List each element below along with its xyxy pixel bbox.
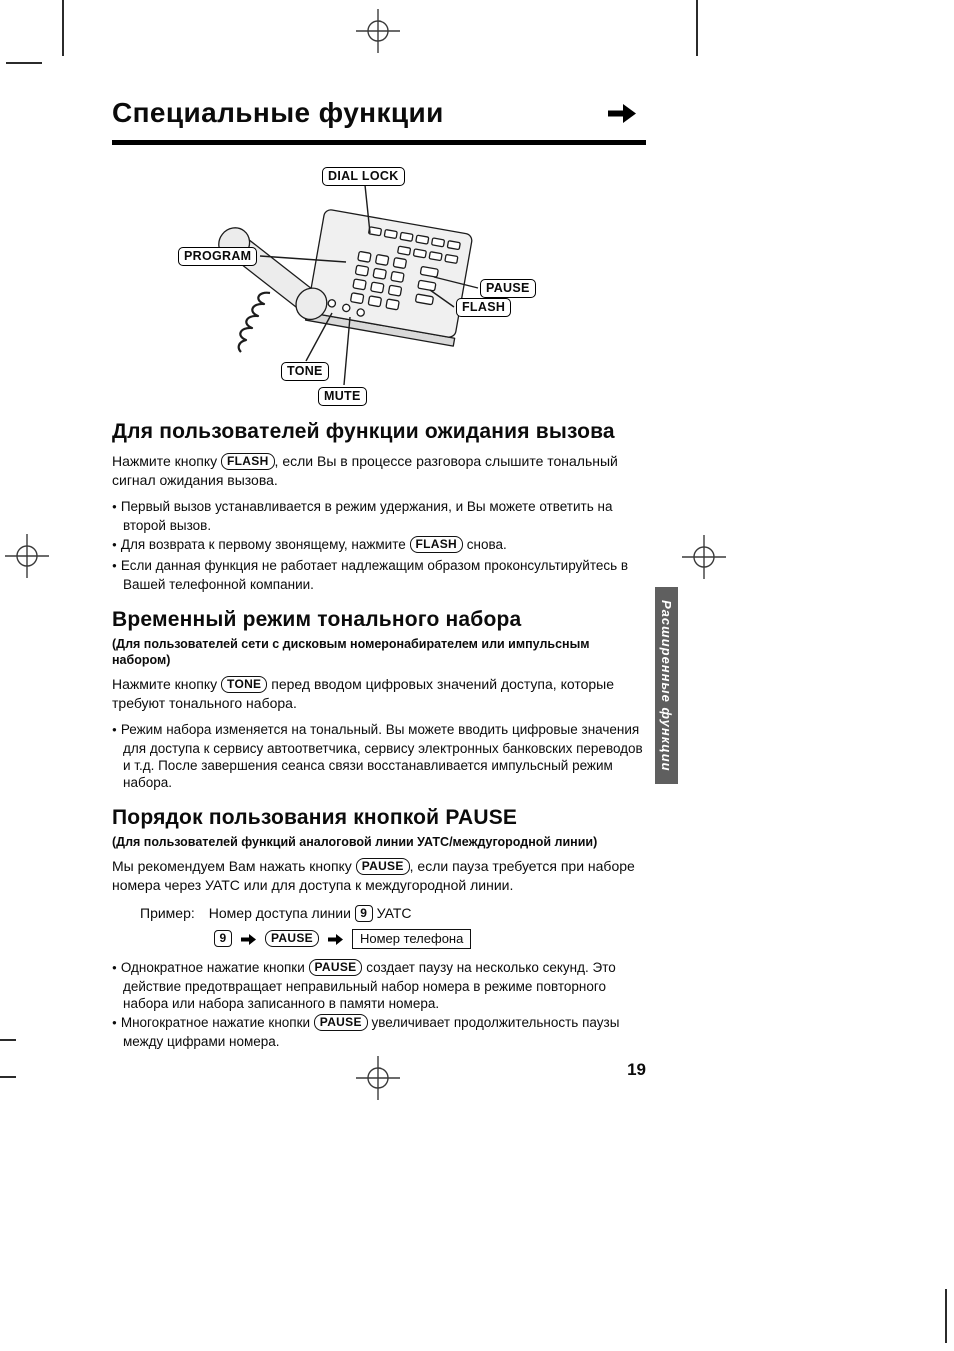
pause-keycap: PAUSE (309, 959, 363, 976)
example-label: Пример: (140, 905, 195, 921)
diagram-label-flash: FLASH (456, 298, 511, 317)
registration-mark-top (356, 9, 400, 53)
page-header (112, 95, 646, 131)
section-subheading: (Для пользователей сети с дисковым номеронабирателем или импульсным набором) (112, 637, 590, 667)
arrow-right-icon (241, 934, 256, 945)
text-segment: Номер доступа линии (208, 905, 355, 921)
section-heading-tone-mode: Временный режим тонального набора (112, 608, 522, 631)
diagram-label-pause: PAUSE (480, 279, 536, 298)
diagram-label-dial-lock: DIAL LOCK (322, 167, 405, 186)
text-segment: , если Вы в процессе разговора слышите тональный сигнал ожидания вызова. (112, 453, 618, 488)
text-segment: перед вводом цифровых значений доступа, которые требуют тонального набора. (112, 676, 615, 711)
text-segment: Многократное нажатие кнопки (120, 1015, 314, 1030)
registration-mark-left (5, 534, 49, 578)
text-segment: Нажмите кнопку (112, 676, 222, 692)
bullet-item (112, 1014, 646, 1050)
crop-tick-bottom-left-h1 (0, 1039, 16, 1041)
crop-tick-top-right-v (696, 0, 698, 56)
example-line (140, 903, 646, 923)
text-segment: УАТС (372, 905, 412, 921)
registration-mark-right (682, 535, 726, 579)
bullet-item: ● Режим набора изменяется на тональный. Вы можете вводить цифровые значения для доступа к сервису автоответчика, сервису электронных банковских переводов и т.д. После завершения сеанса связи восстанавливается импульсный режим набора. (112, 721, 646, 791)
text-segment: увеличивает продолжительность паузы между цифрами номера. (123, 1015, 620, 1049)
pause-usage-paragraph (112, 857, 646, 895)
dialing-sequence (214, 929, 646, 949)
crop-tick-top-left-v (62, 0, 64, 56)
digit-9-keycap: 9 (214, 930, 232, 947)
flash-keycap: FLASH (221, 453, 275, 470)
bullet-item: ● Если данная функция не работает надлежащим образом проконсультируйтесь в Вашей телефонной компании. (112, 557, 646, 593)
pause-keycap: PAUSE (314, 1014, 368, 1031)
crop-tick-top-left-h (6, 62, 42, 64)
diagram-label-tone: TONE (281, 362, 329, 381)
section-heading-pause-usage: Порядок пользования кнопкой PAUSE (112, 806, 518, 829)
bullet-item (112, 536, 646, 555)
tone-mode-paragraph (112, 675, 646, 713)
content-column (112, 95, 646, 1080)
bullet-item: ● Первый вызов устанавливается в режим удержания, и Вы можете ответить на второй вызов. (112, 498, 646, 534)
chapter-side-tab: Расширенные функции (655, 587, 678, 784)
pause-keycap: PAUSE (265, 930, 319, 947)
section-subheading: (Для пользователей функций аналоговой линии УАТС/междугородной линии) (112, 835, 598, 849)
phone-diagram (110, 161, 610, 417)
text-segment: снова. (463, 537, 507, 552)
call-waiting-paragraph (112, 452, 646, 490)
digit-9-keycap: 9 (355, 905, 373, 922)
crop-tick-bottom-left-h2 (0, 1076, 16, 1078)
section-arrow-icon (608, 104, 636, 123)
phone-number-box: Номер телефона (352, 929, 471, 949)
text-segment: создает паузу на несколько секунд. Это действие предотвращает неправильный набор номера в режиме повторного набора или набора записанного в памяти номера. (123, 960, 616, 1011)
page-title: Специальные функции (112, 97, 444, 128)
bullet-item (112, 959, 646, 1012)
page-number: 19 (627, 1060, 646, 1079)
crop-tick-bottom-right-v (945, 1289, 947, 1343)
flash-keycap: FLASH (410, 536, 464, 553)
tone-keycap: TONE (221, 676, 267, 693)
text-segment: , если пауза требуется при наборе номера через УАТС или для доступа к междугородной линии. (112, 858, 635, 893)
section-heading-call-waiting: Для пользователей функции ожидания вызова (112, 420, 615, 443)
title-rule (112, 140, 646, 145)
diagram-label-mute: MUTE (318, 387, 367, 406)
text-segment: Для возврата к первому звонящему, нажмите (120, 537, 410, 552)
text-segment: Мы рекомендуем Вам нажать кнопку (112, 858, 356, 874)
diagram-label-program: PROGRAM (178, 247, 257, 266)
text-segment: Однократное нажатие кнопки (120, 960, 309, 975)
text-segment: Нажмите кнопку (112, 453, 222, 469)
pause-keycap: PAUSE (356, 858, 410, 875)
arrow-right-icon (328, 934, 343, 945)
